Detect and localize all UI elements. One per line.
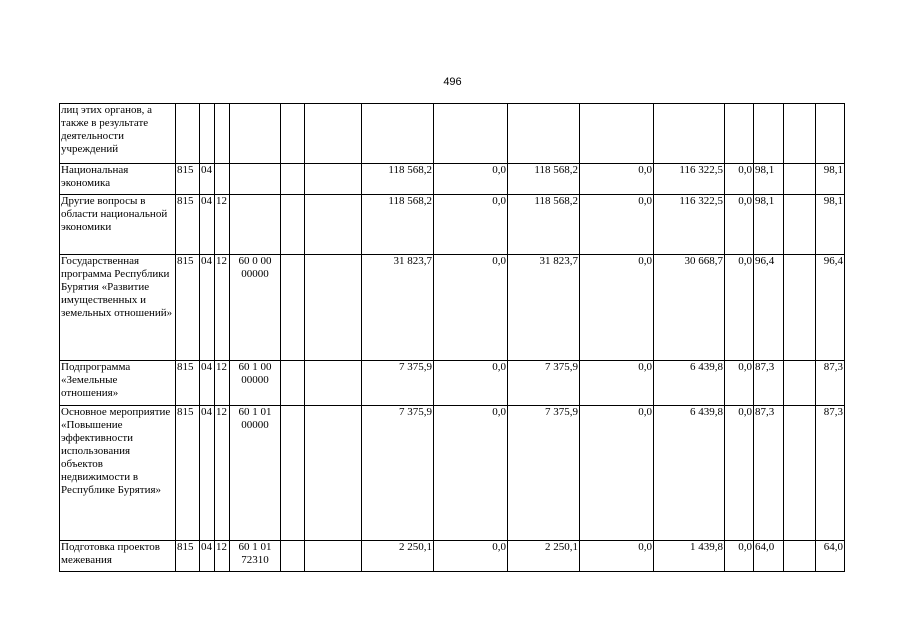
plan-subvention-cell: 0,0 bbox=[434, 195, 508, 255]
ved-code-cell: 815 bbox=[176, 164, 200, 195]
empty-cell bbox=[784, 195, 816, 255]
percent-total-cell: 98,1 bbox=[816, 195, 845, 255]
percent-total-cell: 98,1 bbox=[816, 164, 845, 195]
executed-amount-cell bbox=[654, 104, 725, 164]
executed-amount-cell: 1 439,8 bbox=[654, 541, 725, 572]
refined-plan-cell: 7 375,9 bbox=[508, 361, 580, 406]
expense-type-cell bbox=[281, 104, 305, 164]
row-name-cell: Национальная экономика bbox=[60, 164, 176, 195]
plan-subvention-cell: 0,0 bbox=[434, 361, 508, 406]
row-name-cell: Подпрограмма «Земельные отношения» bbox=[60, 361, 176, 406]
executed-amount-cell: 116 322,5 bbox=[654, 164, 725, 195]
percent-execution-cell: 98,1 bbox=[754, 164, 784, 195]
target-code-cell: 60 1 01 72310 bbox=[230, 541, 281, 572]
row-name-cell: Другие вопросы в области национальной экономики bbox=[60, 195, 176, 255]
subsection-code-cell bbox=[215, 164, 230, 195]
refined-plan-cell bbox=[508, 104, 580, 164]
refined-plan-cell: 2 250,1 bbox=[508, 541, 580, 572]
executed-amount-cell: 116 322,5 bbox=[654, 195, 725, 255]
target-code-cell bbox=[230, 104, 281, 164]
table-row bbox=[60, 255, 845, 361]
refined-subvention-cell: 0,0 bbox=[580, 361, 654, 406]
subsection-code-cell: 12 bbox=[215, 195, 230, 255]
expense-type-cell bbox=[281, 406, 305, 541]
percent-execution-cell: 96,4 bbox=[754, 255, 784, 361]
empty-cell bbox=[305, 104, 362, 164]
executed-subvention-cell: 0,0 bbox=[725, 361, 754, 406]
subsection-code-cell: 12 bbox=[215, 255, 230, 361]
ved-code-cell: 815 bbox=[176, 195, 200, 255]
ved-code-cell: 815 bbox=[176, 406, 200, 541]
refined-plan-cell: 31 823,7 bbox=[508, 255, 580, 361]
plan-amount-cell: 118 568,2 bbox=[362, 195, 434, 255]
refined-subvention-cell: 0,0 bbox=[580, 541, 654, 572]
refined-subvention-cell: 0,0 bbox=[580, 406, 654, 541]
executed-subvention-cell bbox=[725, 104, 754, 164]
plan-subvention-cell bbox=[434, 104, 508, 164]
plan-amount-cell: 31 823,7 bbox=[362, 255, 434, 361]
refined-subvention-cell bbox=[580, 104, 654, 164]
row-name-cell: лиц этих органов, а также в результате деятельности учреждений bbox=[60, 104, 176, 164]
empty-cell bbox=[305, 195, 362, 255]
table-row bbox=[60, 541, 845, 572]
section-code-cell: 04 bbox=[200, 195, 215, 255]
percent-total-cell bbox=[816, 104, 845, 164]
plan-amount-cell: 7 375,9 bbox=[362, 361, 434, 406]
percent-execution-cell bbox=[754, 104, 784, 164]
executed-amount-cell: 6 439,8 bbox=[654, 361, 725, 406]
plan-subvention-cell: 0,0 bbox=[434, 255, 508, 361]
budget-table bbox=[59, 103, 845, 572]
percent-execution-cell: 87,3 bbox=[754, 406, 784, 541]
empty-cell bbox=[784, 406, 816, 541]
empty-cell bbox=[305, 406, 362, 541]
empty-cell bbox=[784, 164, 816, 195]
table-row bbox=[60, 195, 845, 255]
target-code-cell bbox=[230, 164, 281, 195]
subsection-code-cell: 12 bbox=[215, 406, 230, 541]
percent-execution-cell: 64,0 bbox=[754, 541, 784, 572]
empty-cell bbox=[305, 164, 362, 195]
plan-amount-cell: 7 375,9 bbox=[362, 406, 434, 541]
row-name-cell: Основное мероприятие «Повышение эффективности использования объектов недвижимости в Республике Бурятия» bbox=[60, 406, 176, 541]
refined-subvention-cell: 0,0 bbox=[580, 164, 654, 195]
table-body bbox=[60, 104, 845, 572]
executed-amount-cell: 6 439,8 bbox=[654, 406, 725, 541]
expense-type-cell bbox=[281, 195, 305, 255]
section-code-cell: 04 bbox=[200, 541, 215, 572]
refined-subvention-cell: 0,0 bbox=[580, 195, 654, 255]
table-row bbox=[60, 406, 845, 541]
percent-execution-cell: 98,1 bbox=[754, 195, 784, 255]
refined-plan-cell: 118 568,2 bbox=[508, 164, 580, 195]
percent-total-cell: 64,0 bbox=[816, 541, 845, 572]
target-code-cell: 60 1 00 00000 bbox=[230, 361, 281, 406]
section-code-cell: 04 bbox=[200, 361, 215, 406]
executed-subvention-cell: 0,0 bbox=[725, 195, 754, 255]
percent-execution-cell: 87,3 bbox=[754, 361, 784, 406]
refined-subvention-cell: 0,0 bbox=[580, 255, 654, 361]
ved-code-cell bbox=[176, 104, 200, 164]
plan-subvention-cell: 0,0 bbox=[434, 541, 508, 572]
subsection-code-cell: 12 bbox=[215, 541, 230, 572]
table-row bbox=[60, 104, 845, 164]
executed-subvention-cell: 0,0 bbox=[725, 406, 754, 541]
target-code-cell bbox=[230, 195, 281, 255]
plan-amount-cell bbox=[362, 104, 434, 164]
refined-plan-cell: 118 568,2 bbox=[508, 195, 580, 255]
empty-cell bbox=[784, 361, 816, 406]
empty-cell bbox=[784, 255, 816, 361]
percent-total-cell: 87,3 bbox=[816, 406, 845, 541]
refined-plan-cell: 7 375,9 bbox=[508, 406, 580, 541]
expense-type-cell bbox=[281, 541, 305, 572]
row-name-cell: Подготовка проектов межевания bbox=[60, 541, 176, 572]
section-code-cell: 04 bbox=[200, 164, 215, 195]
percent-total-cell: 96,4 bbox=[816, 255, 845, 361]
expense-type-cell bbox=[281, 255, 305, 361]
empty-cell bbox=[784, 104, 816, 164]
plan-amount-cell: 2 250,1 bbox=[362, 541, 434, 572]
ved-code-cell: 815 bbox=[176, 255, 200, 361]
plan-amount-cell: 118 568,2 bbox=[362, 164, 434, 195]
target-code-cell: 60 0 00 00000 bbox=[230, 255, 281, 361]
ved-code-cell: 815 bbox=[176, 361, 200, 406]
plan-subvention-cell: 0,0 bbox=[434, 164, 508, 195]
executed-subvention-cell: 0,0 bbox=[725, 541, 754, 572]
executed-subvention-cell: 0,0 bbox=[725, 255, 754, 361]
expense-type-cell bbox=[281, 164, 305, 195]
subsection-code-cell: 12 bbox=[215, 361, 230, 406]
percent-total-cell: 87,3 bbox=[816, 361, 845, 406]
table-row bbox=[60, 164, 845, 195]
subsection-code-cell bbox=[215, 104, 230, 164]
section-code-cell bbox=[200, 104, 215, 164]
section-code-cell: 04 bbox=[200, 255, 215, 361]
table-row bbox=[60, 361, 845, 406]
section-code-cell: 04 bbox=[200, 406, 215, 541]
empty-cell bbox=[305, 255, 362, 361]
empty-cell bbox=[784, 541, 816, 572]
page-number: 496 bbox=[443, 76, 462, 88]
target-code-cell: 60 1 01 00000 bbox=[230, 406, 281, 541]
ved-code-cell: 815 bbox=[176, 541, 200, 572]
executed-amount-cell: 30 668,7 bbox=[654, 255, 725, 361]
empty-cell bbox=[305, 361, 362, 406]
empty-cell bbox=[305, 541, 362, 572]
row-name-cell: Государственная программа Республики Бурятия «Развитие имущественных и земельных отношений» bbox=[60, 255, 176, 361]
executed-subvention-cell: 0,0 bbox=[725, 164, 754, 195]
expense-type-cell bbox=[281, 361, 305, 406]
plan-subvention-cell: 0,0 bbox=[434, 406, 508, 541]
